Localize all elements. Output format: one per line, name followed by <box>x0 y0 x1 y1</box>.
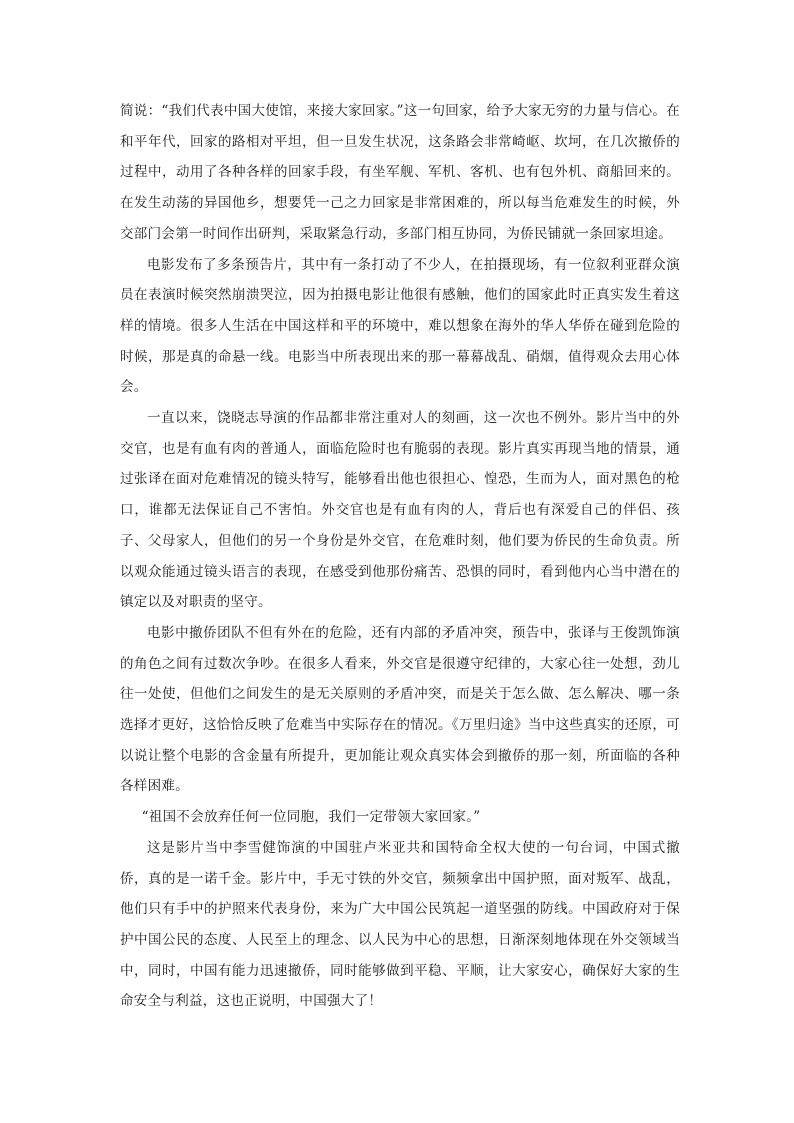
quote-line: “祖国不会放弃任何一位同胞，我们一定带领大家回家。” <box>141 809 481 826</box>
paragraph-3: 一直以来，饶晓志导演的作品都非常注重对人的刻画，这一次也不例外。影片当中的外交官，也是有血有肉的普通人，面临危险时也有脆弱的表现。影片真实再现当地的情景，通过张译在面对危难情况的镜头特写，能够看出他也很担心、惶恐，生而为人，面对黑色的枪口，谁都无法保证自己不害怕。外交官也是有血有肉的人，背后也有深爱自己的伴侣、孩子、父母家人，但他们的另一个身份是外交官，在危难时刻，他们要为侨民的生命负责。所以观众能通过镜头语言的表现，在感受到他那份痛苦、恐惧的同时，看到他内心当中潜在的镇定以及对职责的坚守。 <box>120 410 680 611</box>
paragraph-2: 电影发布了多条预告片，其中有一条打动了不少人，在拍摄现场，有一位叙利亚群众演员在表演时候突然崩溃哭泣，因为拍摄电影让他很有感触，他们的国家此时正真实发生着这样的情境。很多人生活在中国这样和平的环境中，难以想象在海外的华人华侨在碰到危险的时候，那是真的命悬一线。电影当中所表现出来的那一幕幕战乱、硝烟，值得观众去用心体会。 <box>120 256 680 396</box>
paragraph-4: 电影中撤侨团队不但有外在的危险，还有内部的矛盾冲突，预告中，张译与王俊凯饰演的角色之间有过数次争吵。在很多人看来，外交官是很遵守纪律的，大家心往一处想，劲儿往一处使，但他们之间发生的是无关原则的矛盾冲突，而是关于怎么做、怎么解决、哪一条选择才更好，这恰恰反映了危难当中实际存在的情况。《万里归途》当中这些真实的还原，可以说让整个电影的含金量有所提升，更加能让观众真实体会到撤侨的那一刻，所面临的各种各样困难。 <box>120 624 680 795</box>
paragraph-5: 这是影片当中李雪健饰演的中国驻卢米亚共和国特命全权大使的一句台词，中国式撤侨，真的是一诺千金。影片中，手无寸铁的外交官，频频拿出中国护照，面对叛军、战乱，他们只有手中的护照来代表身份，来为广大中国公民筑起一道坚强的防线。中国政府对于保护中国公民的态度、人民至上的理念、以人民为中心的思想，日渐深刻地体现在外交领域当中，同时，中国有能力迅速撤侨，同时能够做到平稳、平顺，让大家安心，确保好大家的生命安全与利益，这也正说明，中国强大了！ <box>120 839 680 1010</box>
paragraph-1: 简说：“我们代表中国大使馆，来接大家回家。”这一句回家，给予大家无穷的力量与信心。在和平年代，回家的路相对平坦，但一旦发生状况，这条路会非常崎岖、坎坷，在几次撤侨的过程中，动用了各种各样的回家手段，有坐军舰、军机、客机、也有包外机、商船回来的。在发生动荡的异国他乡，想要凭一己之力回家是非常困难的，所以每当危难发生的时候，外交部门会第一时间作出研判，采取紧急行动，多部门相互协同，为侨民铺就一条回家坦途。 <box>120 103 680 242</box>
article-body <box>120 96 680 1017</box>
